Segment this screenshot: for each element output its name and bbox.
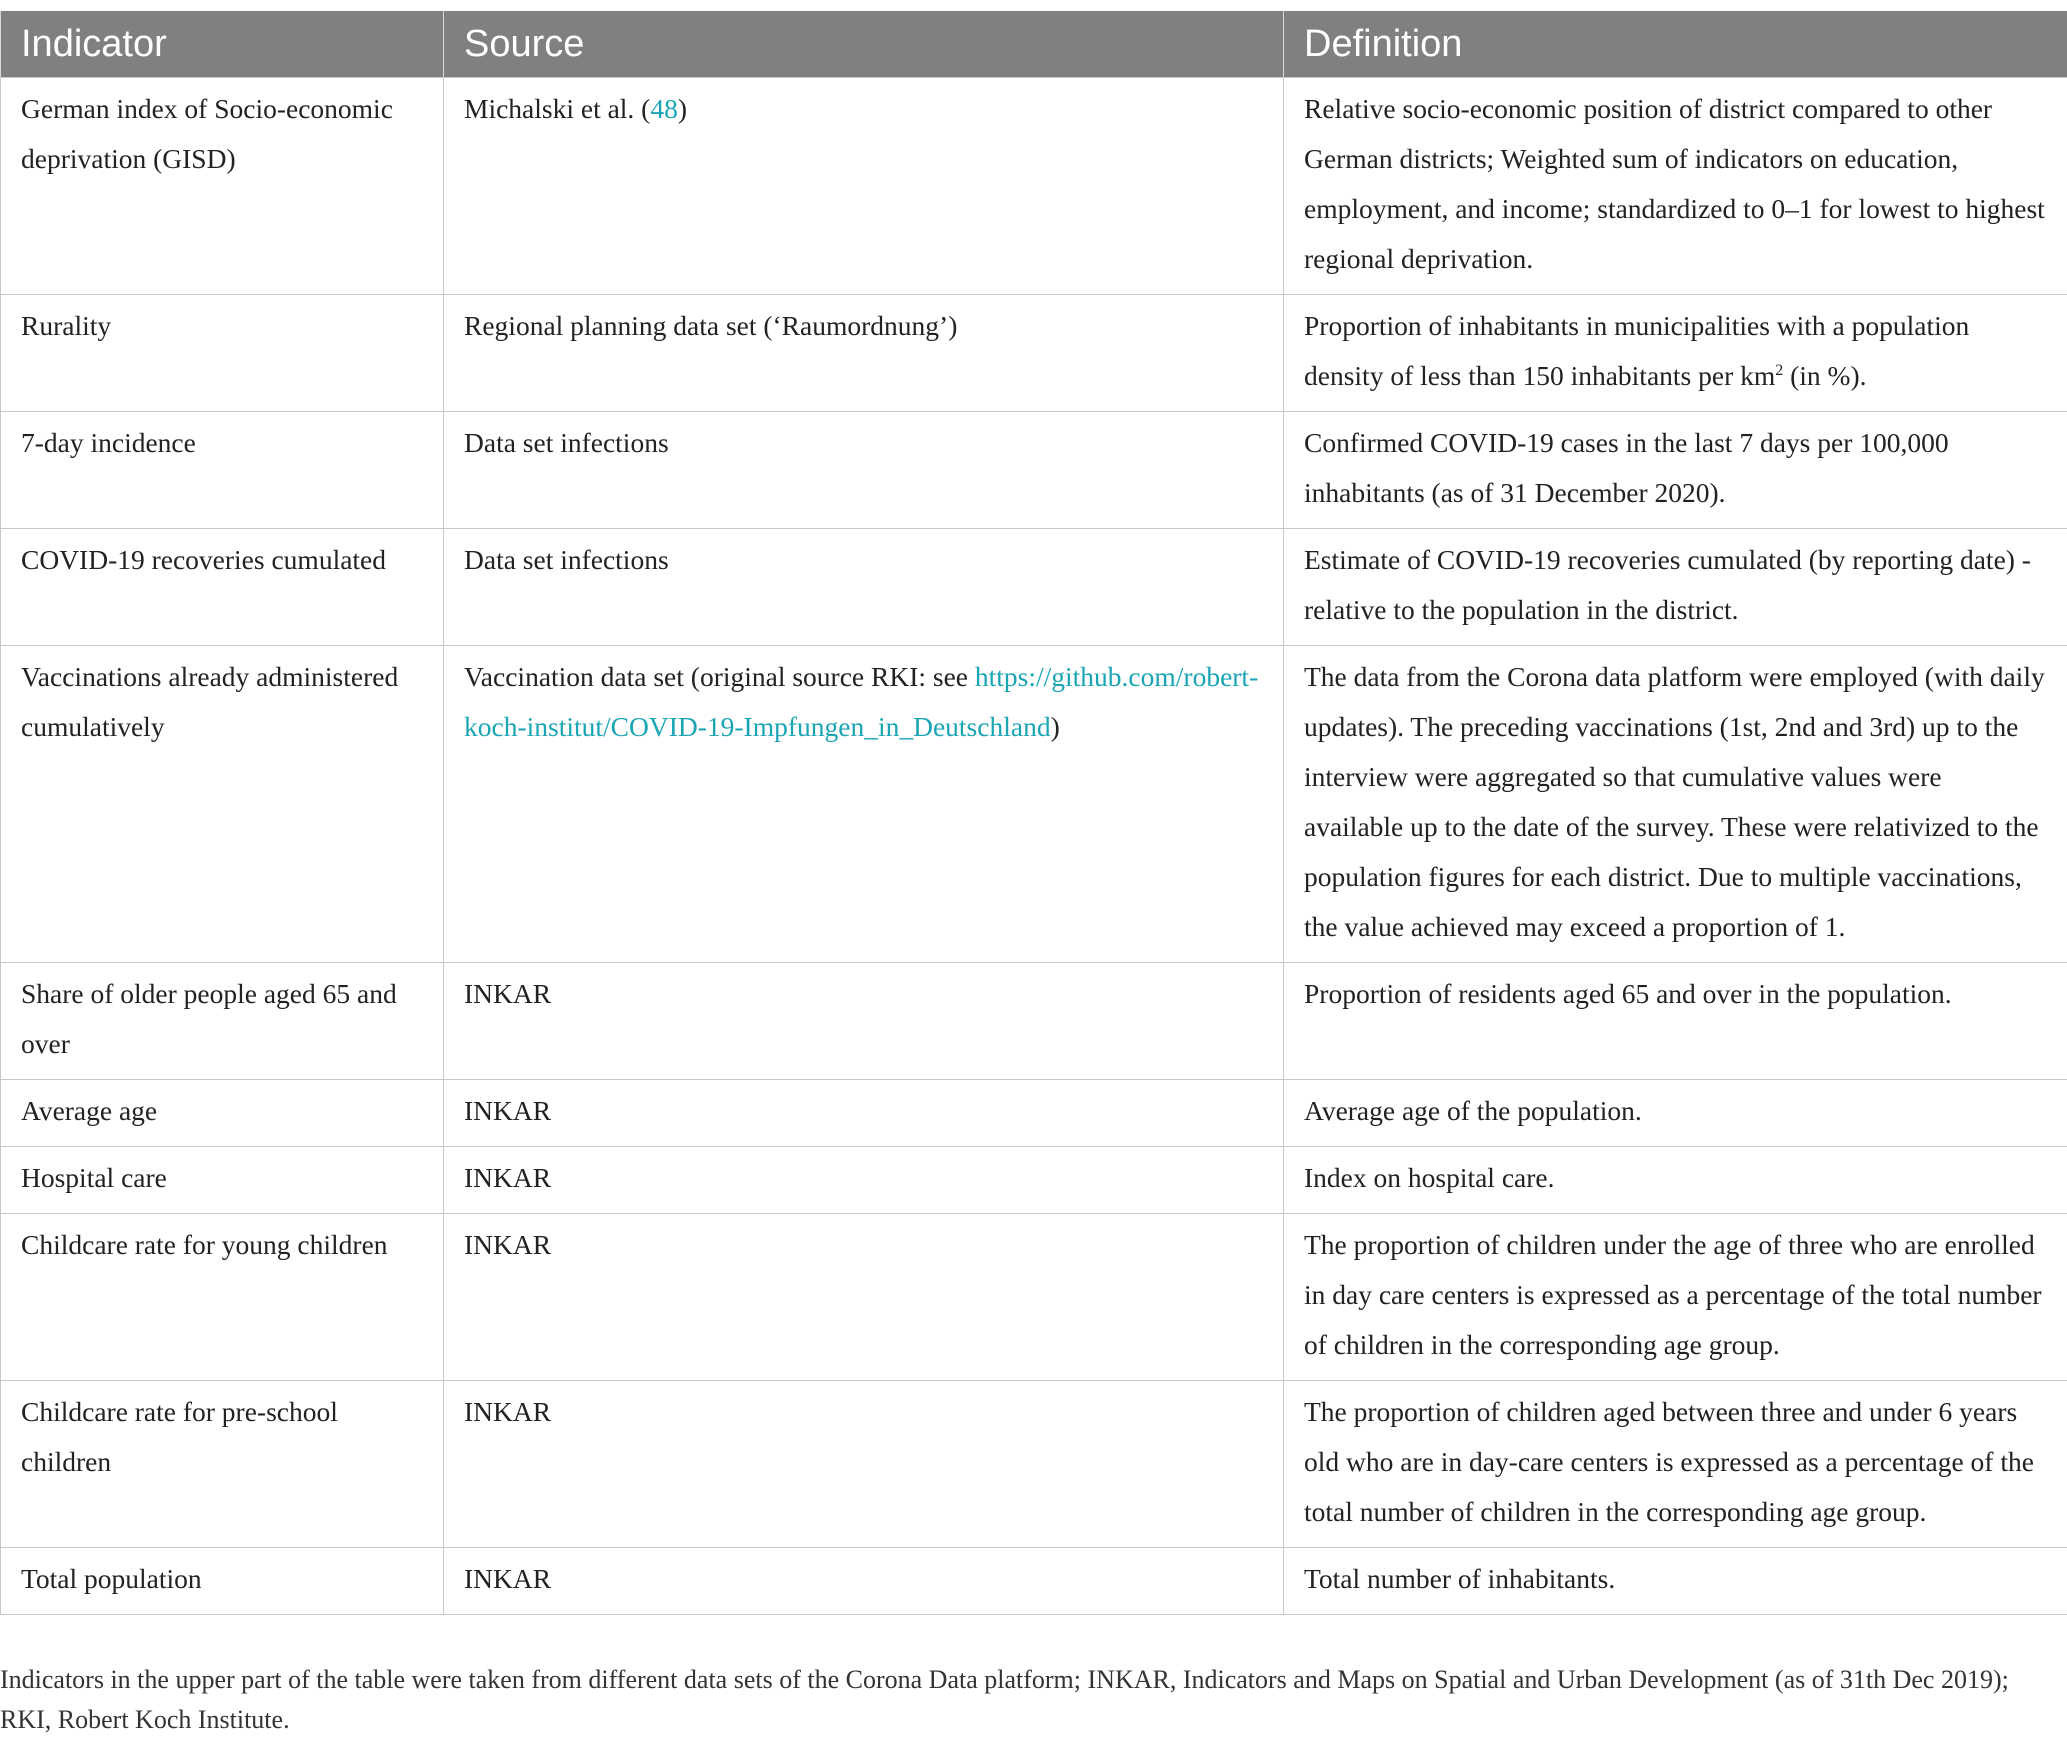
indicator-cell: German index of Socio-economic deprivation (GISD) bbox=[1, 78, 444, 295]
indicator-cell: Rurality bbox=[1, 295, 444, 412]
indicator-cell: Childcare rate for young children bbox=[1, 1214, 444, 1381]
reference-link[interactable]: 48 bbox=[650, 93, 678, 124]
source-text: Michalski et al. ( bbox=[464, 93, 651, 124]
definition-text: (in %). bbox=[1783, 360, 1867, 391]
definition-cell: Confirmed COVID-19 cases in the last 7 days per 100,000 inhabitants (as of 31 December 2020). bbox=[1284, 412, 2067, 529]
source-cell: INKAR bbox=[444, 1147, 1284, 1214]
definition-cell: The data from the Corona data platform were employed (with daily updates). The preceding vaccinations (1st, 2nd and 3rd) up to the interview were aggregated so that cumulative values were available up to the date of the survey. These were relativized to the population figures for each district. Due to multiple vaccinations, the value achieved may exceed a proportion of 1. bbox=[1284, 646, 2067, 963]
table-row bbox=[1, 1214, 2067, 1381]
source-cell: INKAR bbox=[444, 1214, 1284, 1381]
definition-cell bbox=[1284, 295, 2067, 412]
definition-cell: Index on hospital care. bbox=[1284, 1147, 2067, 1214]
source-text: ) bbox=[1050, 711, 1060, 742]
source-cell bbox=[444, 78, 1284, 295]
source-cell: INKAR bbox=[444, 1548, 1284, 1615]
source-url-link[interactable]: https://github.com/robert-koch-institut/COVID-19-Impfungen_in_Deutschland bbox=[464, 661, 1259, 742]
indicator-cell: Average age bbox=[1, 1080, 444, 1147]
source-cell: INKAR bbox=[444, 1080, 1284, 1147]
source-cell: Data set infections bbox=[444, 529, 1284, 646]
definition-cell: Proportion of residents aged 65 and over in the population. bbox=[1284, 963, 2067, 1080]
superscript: 2 bbox=[1775, 361, 1784, 379]
definition-cell: Average age of the population. bbox=[1284, 1080, 2067, 1147]
definition-cell: Total number of inhabitants. bbox=[1284, 1548, 2067, 1615]
source-text: ) bbox=[677, 93, 688, 124]
definition-cell: Estimate of COVID-19 recoveries cumulated (by reporting date) - relative to the population in the district. bbox=[1284, 529, 2067, 646]
table-row bbox=[1, 529, 2067, 646]
source-text: Vaccination data set (original source RKI: see bbox=[464, 661, 975, 692]
indicator-cell: Total population bbox=[1, 1548, 444, 1615]
table-row bbox=[1, 78, 2067, 295]
indicator-cell: Vaccinations already administered cumulatively bbox=[1, 646, 444, 963]
definition-cell: The proportion of children aged between three and under 6 years old who are in day-care centers is expressed as a percentage of the total number of children in the corresponding age group. bbox=[1284, 1381, 2067, 1548]
indicator-table bbox=[0, 11, 2067, 1615]
definition-cell: Relative socio-economic position of district compared to other German districts; Weighted sum of indicators on education, employment, and income; standardized to 0–1 for lowest to highest regional deprivation. bbox=[1284, 78, 2067, 295]
table-header-row bbox=[1, 11, 2067, 78]
indicator-cell: 7-day incidence bbox=[1, 412, 444, 529]
table-row bbox=[1, 295, 2067, 412]
definition-cell: The proportion of children under the age of three who are enrolled in day care centers is expressed as a percentage of the total number of children in the corresponding age group. bbox=[1284, 1214, 2067, 1381]
table-row bbox=[1, 1147, 2067, 1214]
column-header-indicator: Indicator bbox=[1, 11, 444, 78]
indicator-table-container bbox=[0, 11, 2067, 1615]
column-header-definition: Definition bbox=[1284, 11, 2067, 78]
table-row bbox=[1, 646, 2067, 963]
indicator-cell: Childcare rate for pre-school children bbox=[1, 1381, 444, 1548]
table-row bbox=[1, 963, 2067, 1080]
indicator-cell: Share of older people aged 65 and over bbox=[1, 963, 444, 1080]
table-footnote: Indicators in the upper part of the table were taken from different data sets of the Corona Data platform; INKAR, Indicators and Maps on Spatial and Urban Development (as of 31th Dec 2019); RKI, Robert Koch Institute. bbox=[0, 1665, 2009, 1734]
table-row bbox=[1, 412, 2067, 529]
column-header-source: Source bbox=[444, 11, 1284, 78]
source-cell: Regional planning data set (‘Raumordnung’) bbox=[444, 295, 1284, 412]
table-row bbox=[1, 1080, 2067, 1147]
table-row bbox=[1, 1381, 2067, 1548]
indicator-cell: COVID-19 recoveries cumulated bbox=[1, 529, 444, 646]
source-cell: Data set infections bbox=[444, 412, 1284, 529]
source-cell: INKAR bbox=[444, 963, 1284, 1080]
source-cell: INKAR bbox=[444, 1381, 1284, 1548]
indicator-cell: Hospital care bbox=[1, 1147, 444, 1214]
definition-text: Proportion of inhabitants in municipalities with a population density of less than 150 inhabitants per km bbox=[1304, 310, 1970, 391]
table-row bbox=[1, 1548, 2067, 1615]
source-cell bbox=[444, 646, 1284, 963]
